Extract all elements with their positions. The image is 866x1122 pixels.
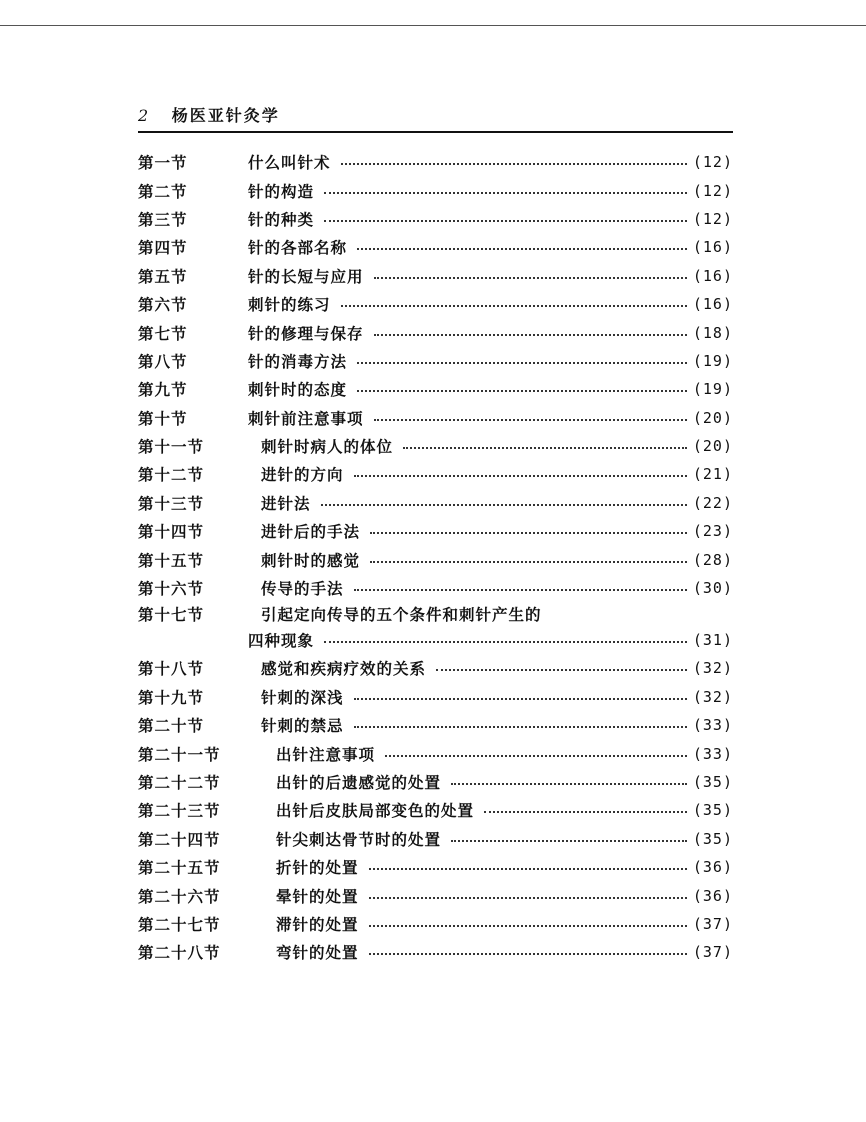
section-title: 滞针的处置 bbox=[276, 914, 359, 934]
dot-leader bbox=[369, 925, 687, 927]
section-label: 第二十八节 bbox=[138, 943, 221, 963]
section-title: 针的消毒方法 bbox=[248, 351, 348, 371]
dot-leader bbox=[324, 220, 687, 222]
toc-entry bbox=[138, 825, 733, 853]
page-reference: (35) bbox=[692, 773, 733, 791]
toc-entry bbox=[138, 489, 733, 517]
section-label: 第十九节 bbox=[138, 687, 205, 707]
section-title: 刺针时的态度 bbox=[248, 380, 348, 400]
dot-leader bbox=[341, 163, 687, 165]
toc-entry bbox=[138, 347, 733, 375]
table-of-contents bbox=[138, 148, 733, 967]
dot-leader bbox=[436, 669, 687, 671]
toc-entry bbox=[138, 938, 733, 966]
section-label: 第一节 bbox=[138, 153, 188, 173]
section-title: 针的种类 bbox=[248, 209, 315, 229]
section-title: 什么叫针术 bbox=[248, 153, 331, 173]
toc-entry bbox=[138, 545, 733, 573]
page-reference: (23) bbox=[692, 522, 733, 541]
toc-entry bbox=[138, 711, 733, 739]
toc-entry bbox=[138, 404, 733, 432]
dot-leader bbox=[403, 447, 687, 449]
section-title: 传导的手法 bbox=[261, 579, 344, 599]
page-reference: (16) bbox=[692, 295, 733, 314]
section-title: 刺针的练习 bbox=[248, 295, 331, 315]
dot-leader bbox=[354, 698, 687, 700]
page-reference: (33) bbox=[692, 716, 733, 735]
page-number: 2 bbox=[138, 106, 149, 125]
section-label: 第二十六节 bbox=[138, 886, 221, 906]
dot-leader bbox=[370, 532, 687, 534]
toc-entry bbox=[138, 796, 733, 824]
toc-entry bbox=[138, 148, 733, 176]
page-reference: (28) bbox=[692, 550, 733, 569]
toc-entry bbox=[138, 432, 733, 460]
section-title: 引起定向传导的五个条件和刺针产生的 bbox=[261, 605, 542, 625]
toc-entry bbox=[138, 318, 733, 346]
section-title: 进针后的手法 bbox=[261, 522, 361, 542]
toc-entry bbox=[138, 517, 733, 545]
section-title: 针刺的深浅 bbox=[261, 687, 344, 707]
toc-entry bbox=[138, 262, 733, 290]
page-reference: (35) bbox=[692, 829, 733, 848]
dot-leader bbox=[369, 953, 687, 955]
section-title: 出针后皮肤局部变色的处置 bbox=[276, 801, 475, 821]
dot-leader bbox=[374, 277, 687, 279]
dot-leader bbox=[369, 897, 687, 899]
toc-entry bbox=[138, 654, 733, 682]
toc-entry bbox=[138, 910, 733, 938]
section-label: 第十五节 bbox=[138, 550, 205, 570]
dot-leader bbox=[321, 504, 687, 506]
section-title: 针的修理与保存 bbox=[248, 323, 364, 343]
section-title: 针尖刺达骨节时的处置 bbox=[276, 829, 442, 849]
section-title: 折针的处置 bbox=[276, 858, 359, 878]
dot-leader bbox=[324, 641, 687, 643]
section-label: 第二节 bbox=[138, 181, 188, 201]
running-header bbox=[138, 104, 733, 128]
page-reference: (16) bbox=[692, 266, 733, 285]
page-reference: (20) bbox=[692, 437, 733, 456]
toc-entry bbox=[138, 290, 733, 318]
section-label: 第六节 bbox=[138, 295, 188, 315]
section-label: 第二十一节 bbox=[138, 744, 221, 764]
section-label: 第十二节 bbox=[138, 465, 205, 485]
toc-entry bbox=[138, 375, 733, 403]
page-reference: (19) bbox=[692, 351, 733, 370]
page-reference: (21) bbox=[692, 465, 733, 484]
toc-entry-continuation bbox=[138, 626, 733, 654]
section-title: 出针的后遗感觉的处置 bbox=[276, 773, 442, 792]
section-label: 第七节 bbox=[138, 323, 188, 343]
section-label: 第二十三节 bbox=[138, 801, 221, 821]
page-reference: (12) bbox=[692, 153, 733, 172]
section-label: 第二十二节 bbox=[138, 773, 221, 792]
page-reference: (32) bbox=[692, 659, 733, 678]
section-label: 第三节 bbox=[138, 209, 188, 229]
toc-entry bbox=[138, 176, 733, 204]
section-label: 第十一节 bbox=[138, 437, 205, 457]
dot-leader bbox=[354, 475, 687, 477]
dot-leader bbox=[451, 840, 687, 842]
book-title: 杨医亚针灸学 bbox=[171, 106, 280, 125]
page-reference: (12) bbox=[692, 209, 733, 228]
section-title: 刺针时病人的体位 bbox=[261, 437, 394, 457]
page-reference: (35) bbox=[692, 801, 733, 820]
dot-leader bbox=[374, 419, 687, 421]
dot-leader bbox=[357, 390, 687, 392]
section-title: 针刺的禁忌 bbox=[261, 716, 344, 736]
section-title: 针的各部名称 bbox=[248, 238, 348, 258]
dot-leader bbox=[357, 362, 687, 364]
toc-entry bbox=[138, 881, 733, 909]
dot-leader bbox=[451, 783, 687, 785]
dot-leader bbox=[370, 561, 687, 563]
page-reference: (20) bbox=[692, 408, 733, 427]
section-label: 第十七节 bbox=[138, 605, 205, 625]
section-title: 弯针的处置 bbox=[276, 943, 359, 963]
section-label: 第九节 bbox=[138, 380, 188, 400]
toc-entry bbox=[138, 233, 733, 261]
toc-entry-multiline bbox=[138, 602, 733, 626]
page-reference: (37) bbox=[692, 914, 733, 933]
section-label: 第十六节 bbox=[138, 579, 205, 599]
dot-leader bbox=[374, 334, 687, 336]
page-reference: (33) bbox=[692, 744, 733, 763]
section-title: 刺针时的感觉 bbox=[261, 550, 361, 570]
page-reference: (18) bbox=[692, 323, 733, 342]
page-reference: (31) bbox=[692, 631, 733, 650]
section-title: 出针注意事项 bbox=[276, 744, 376, 764]
dot-leader bbox=[354, 726, 687, 728]
section-label: 第十八节 bbox=[138, 659, 205, 679]
dot-leader bbox=[357, 248, 687, 250]
page-reference: (16) bbox=[692, 238, 733, 257]
section-title: 进针法 bbox=[261, 493, 311, 513]
section-label: 第二十节 bbox=[138, 716, 205, 736]
page-reference: (19) bbox=[692, 380, 733, 399]
toc-entry bbox=[138, 574, 733, 602]
section-label: 第二十七节 bbox=[138, 914, 221, 934]
section-label: 第八节 bbox=[138, 351, 188, 371]
header-divider bbox=[138, 131, 733, 133]
section-label: 第十节 bbox=[138, 408, 188, 428]
dot-leader bbox=[341, 305, 687, 307]
page-reference: (36) bbox=[692, 886, 733, 905]
dot-leader bbox=[484, 811, 687, 813]
section-label: 第四节 bbox=[138, 238, 188, 258]
toc-entry bbox=[138, 460, 733, 488]
toc-entry bbox=[138, 683, 733, 711]
section-title: 晕针的处置 bbox=[276, 886, 359, 906]
section-label: 第五节 bbox=[138, 266, 188, 286]
page-reference: (22) bbox=[692, 493, 733, 512]
page-reference: (12) bbox=[692, 181, 733, 200]
toc-entry bbox=[138, 739, 733, 767]
section-title: 刺针前注意事项 bbox=[248, 408, 364, 428]
dot-leader bbox=[369, 868, 687, 870]
section-label: 第十四节 bbox=[138, 522, 205, 542]
section-label: 第二十四节 bbox=[138, 829, 221, 849]
dot-leader bbox=[324, 192, 687, 194]
section-title: 感觉和疾病疗效的关系 bbox=[261, 659, 427, 679]
page-reference: (30) bbox=[692, 579, 733, 598]
toc-entry bbox=[138, 205, 733, 233]
page-reference: (37) bbox=[692, 943, 733, 962]
dot-leader bbox=[385, 755, 687, 757]
page-reference: (36) bbox=[692, 858, 733, 877]
section-title-continued: 四种现象 bbox=[248, 631, 315, 651]
page-reference: (32) bbox=[692, 687, 733, 706]
section-title: 针的长短与应用 bbox=[248, 266, 364, 286]
section-title: 针的构造 bbox=[248, 181, 315, 201]
section-title: 进针的方向 bbox=[261, 465, 344, 485]
dot-leader bbox=[354, 589, 687, 591]
section-label: 第二十五节 bbox=[138, 858, 221, 878]
toc-entry bbox=[138, 768, 733, 796]
toc-entry bbox=[138, 853, 733, 881]
top-border-line bbox=[0, 25, 866, 26]
section-label: 第十三节 bbox=[138, 493, 205, 513]
